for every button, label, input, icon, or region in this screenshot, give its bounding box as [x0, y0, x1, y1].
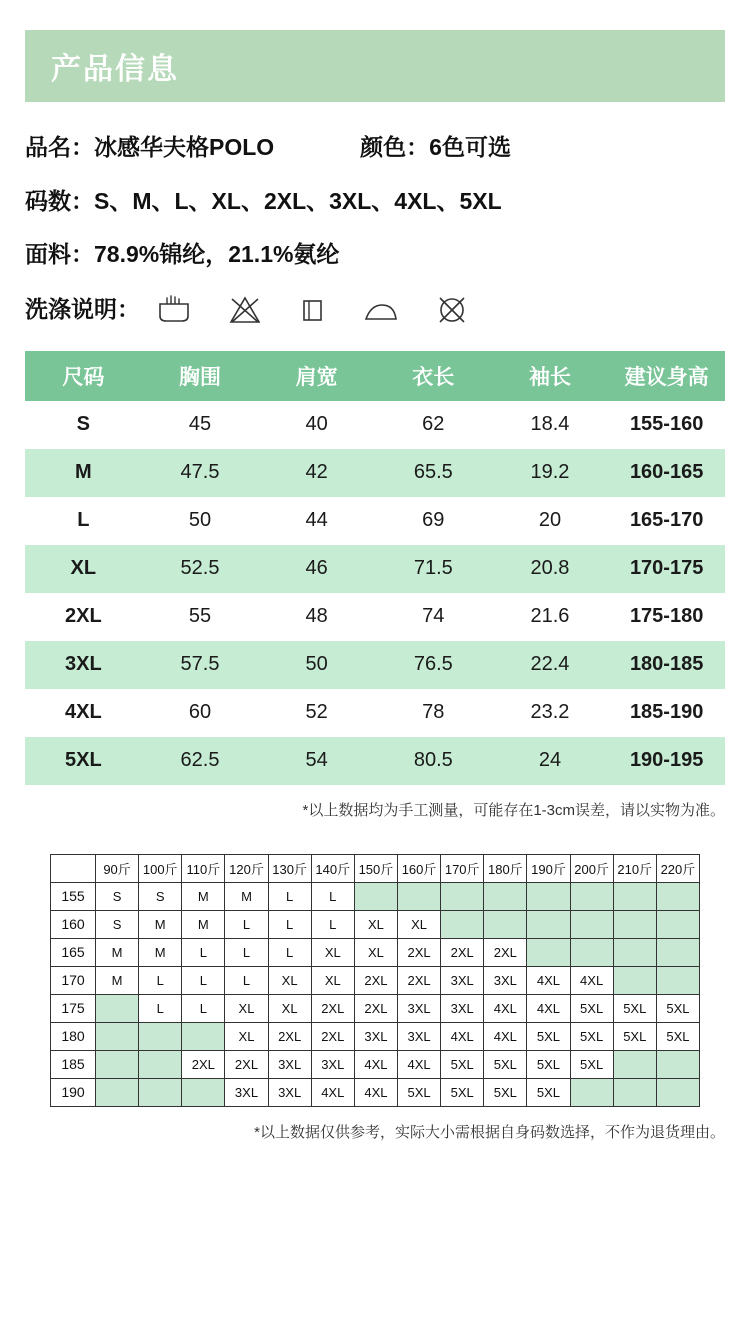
- size-table-cell: 20: [492, 497, 609, 545]
- recommendation-note: *以上数据仅供参考，实际大小需根据自身码数选择，不作为退货理由。: [254, 1123, 725, 1141]
- rec-table-cell: 4XL: [397, 1050, 440, 1078]
- rec-table-cell: 2XL: [484, 938, 527, 966]
- rec-table-cell: XL: [268, 994, 311, 1022]
- fabric-value: 78.9%锦纶，21.1%氨纶: [94, 241, 340, 268]
- rec-table-cell: M: [182, 910, 225, 938]
- rec-table-cell: [570, 938, 613, 966]
- rec-table-cell: 2XL: [225, 1050, 268, 1078]
- size-table-cell: 175-180: [608, 593, 725, 641]
- rec-table-cell: 3XL: [268, 1050, 311, 1078]
- rec-table-cell: [527, 882, 570, 910]
- size-table-cell: 42: [258, 449, 375, 497]
- rec-table-row-header: 180: [51, 1022, 96, 1050]
- page-title: 产品信息: [51, 53, 179, 86]
- rec-table-cell: [484, 910, 527, 938]
- size-table-cell: 170-175: [608, 545, 725, 593]
- size-table-cell: 65.5: [375, 449, 492, 497]
- size-table-cell: 62.5: [142, 737, 259, 785]
- rec-table-cell: [96, 1022, 139, 1050]
- rec-table-cell: [570, 1078, 613, 1106]
- table-row: [25, 737, 725, 785]
- table-row: [51, 994, 700, 1022]
- height-weight-size-table: [50, 854, 700, 1107]
- rec-table-cell: [656, 1078, 699, 1106]
- rec-table-cell: L: [139, 966, 182, 994]
- rec-table-cell: [613, 910, 656, 938]
- header-banner: [25, 30, 725, 102]
- rec-table-cell: M: [139, 910, 182, 938]
- rec-table-cell: 2XL: [311, 1022, 354, 1050]
- size-table-cell: 74: [375, 593, 492, 641]
- size-table-cell: 3XL: [25, 641, 142, 689]
- rec-table-cell: L: [225, 910, 268, 938]
- rec-table-cell: [139, 1022, 182, 1050]
- rec-table-col-header: 110斤: [182, 854, 225, 882]
- rec-table-cell: 2XL: [397, 938, 440, 966]
- size-table-cell: 190-195: [608, 737, 725, 785]
- size-table-cell: 46: [258, 545, 375, 593]
- rec-table-cell: 4XL: [484, 1022, 527, 1050]
- rec-table-cell: 2XL: [268, 1022, 311, 1050]
- rec-table-cell: 5XL: [397, 1078, 440, 1106]
- rec-table-cell: L: [182, 994, 225, 1022]
- rec-table-body: [51, 882, 700, 1106]
- rec-table-col-header: 180斤: [484, 854, 527, 882]
- rec-table-row-header: 190: [51, 1078, 96, 1106]
- size-table-col-2: 肩宽: [258, 351, 375, 401]
- rec-table-col-header: 200斤: [570, 854, 613, 882]
- size-table-col-1: 胸围: [142, 351, 259, 401]
- sizes-value: S、M、L、XL、2XL、3XL、4XL、5XL: [94, 187, 502, 214]
- rec-table-cell: L: [268, 938, 311, 966]
- size-table-cell: 60: [142, 689, 259, 737]
- size-table-cell: 76.5: [375, 641, 492, 689]
- rec-table-col-header: 140斤: [311, 854, 354, 882]
- rec-table-cell: 3XL: [311, 1050, 354, 1078]
- tumble-dry-icon: [298, 295, 326, 325]
- size-table-cell: 2XL: [25, 593, 142, 641]
- rec-table-cell: 2XL: [397, 966, 440, 994]
- info-row-fabric: [25, 241, 725, 269]
- rec-table-col-header: 100斤: [139, 854, 182, 882]
- table-row: [51, 1078, 700, 1106]
- table-row: [25, 689, 725, 737]
- size-table-cell: 24: [492, 737, 609, 785]
- rec-table-cell: L: [311, 910, 354, 938]
- rec-table-cell: 3XL: [441, 994, 484, 1022]
- table-row: [25, 593, 725, 641]
- rec-table-cell: 4XL: [441, 1022, 484, 1050]
- rec-table-cell: M: [182, 882, 225, 910]
- rec-table-col-header: 130斤: [268, 854, 311, 882]
- low-iron-icon: [362, 295, 400, 325]
- rec-table-cell: 3XL: [441, 966, 484, 994]
- rec-table-cell: L: [182, 938, 225, 966]
- rec-table-cell: [96, 1078, 139, 1106]
- rec-table-cell: [570, 910, 613, 938]
- rec-table-cell: M: [96, 966, 139, 994]
- size-table-cell: 22.4: [492, 641, 609, 689]
- size-table-cell: 62: [375, 401, 492, 449]
- no-dryclean-icon: [436, 295, 468, 325]
- rec-table-cell: 5XL: [570, 1050, 613, 1078]
- rec-table-cell: XL: [397, 910, 440, 938]
- rec-table-cell: L: [182, 966, 225, 994]
- rec-table-cell: L: [139, 994, 182, 1022]
- rec-table-col-header: 160斤: [397, 854, 440, 882]
- rec-table-cell: 5XL: [613, 994, 656, 1022]
- size-table-cell: 69: [375, 497, 492, 545]
- rec-table-cell: 4XL: [484, 994, 527, 1022]
- info-row-product: [25, 134, 725, 162]
- rec-table-col-header: 220斤: [656, 854, 699, 882]
- rec-table-col-header: 210斤: [613, 854, 656, 882]
- rec-table-cell: [656, 1050, 699, 1078]
- size-table-cell: 71.5: [375, 545, 492, 593]
- rec-table-cell: [397, 882, 440, 910]
- hand-wash-icon: [156, 295, 192, 325]
- rec-table-col-header: 150斤: [354, 854, 397, 882]
- rec-table-row-header: 165: [51, 938, 96, 966]
- size-table-cell: M: [25, 449, 142, 497]
- fabric-label: 面料：: [25, 241, 94, 268]
- rec-table-cell: 3XL: [397, 1022, 440, 1050]
- rec-table-cell: [96, 1050, 139, 1078]
- table-row: [51, 938, 700, 966]
- rec-table-cell: 5XL: [527, 1050, 570, 1078]
- table-row: [51, 910, 700, 938]
- table-row: [51, 882, 700, 910]
- product-info-page: [0, 30, 750, 1182]
- rec-table-corner: [51, 854, 96, 882]
- rec-table-cell: 3XL: [268, 1078, 311, 1106]
- size-table-cell: 48: [258, 593, 375, 641]
- rec-table-cell: [613, 966, 656, 994]
- product-info-block: [25, 102, 725, 325]
- size-table-cell: 155-160: [608, 401, 725, 449]
- size-table-cell: 40: [258, 401, 375, 449]
- rec-table-cell: [139, 1050, 182, 1078]
- rec-table-cell: 2XL: [354, 994, 397, 1022]
- rec-table-cell: M: [96, 938, 139, 966]
- rec-table-cell: [527, 910, 570, 938]
- size-table-cell: 185-190: [608, 689, 725, 737]
- rec-table-cell: [139, 1078, 182, 1106]
- rec-table-cell: L: [268, 910, 311, 938]
- table-row: [25, 545, 725, 593]
- rec-table-cell: [441, 882, 484, 910]
- size-table-header-row: [25, 351, 725, 401]
- size-table-cell: L: [25, 497, 142, 545]
- rec-table-cell: 5XL: [656, 1022, 699, 1050]
- rec-table-cell: 5XL: [484, 1050, 527, 1078]
- rec-table-cell: 5XL: [527, 1022, 570, 1050]
- rec-table-cell: [656, 910, 699, 938]
- rec-table-cell: [527, 938, 570, 966]
- wash-label: 洗涤说明：: [25, 295, 140, 322]
- rec-table-cell: 5XL: [613, 1022, 656, 1050]
- rec-table-cell: 2XL: [441, 938, 484, 966]
- rec-table-cell: [354, 882, 397, 910]
- rec-table-cell: [484, 882, 527, 910]
- size-table-cell: 44: [258, 497, 375, 545]
- rec-table-cell: [182, 1078, 225, 1106]
- rec-table-cell: 5XL: [484, 1078, 527, 1106]
- rec-table-cell: [656, 966, 699, 994]
- rec-table-col-header: 170斤: [441, 854, 484, 882]
- rec-table-cell: 2XL: [354, 966, 397, 994]
- sizes-label: 码数：: [25, 187, 94, 214]
- table-row: [25, 449, 725, 497]
- table-row: [51, 1050, 700, 1078]
- rec-table-cell: 5XL: [441, 1078, 484, 1106]
- size-table-cell: XL: [25, 545, 142, 593]
- rec-table-cell: [613, 938, 656, 966]
- rec-table-cell: [613, 882, 656, 910]
- rec-table-row-header: 155: [51, 882, 96, 910]
- rec-table-cell: 4XL: [527, 994, 570, 1022]
- size-table-cell: 21.6: [492, 593, 609, 641]
- size-measurement-table: [25, 351, 725, 785]
- rec-table-row-header: 160: [51, 910, 96, 938]
- size-table-cell: 160-165: [608, 449, 725, 497]
- size-table-note: *以上数据均为手工测量，可能存在1-3cm误差，请以实物为准。: [302, 801, 725, 819]
- size-table-cell: 18.4: [492, 401, 609, 449]
- size-table-cell: 5XL: [25, 737, 142, 785]
- size-table-cell: 19.2: [492, 449, 609, 497]
- table-row: [51, 1022, 700, 1050]
- size-table-col-0: 尺码: [25, 351, 142, 401]
- rec-table-cell: [613, 1078, 656, 1106]
- color-value: 6色可选: [429, 134, 511, 160]
- rec-table-cell: XL: [311, 966, 354, 994]
- rec-table-cell: 4XL: [570, 966, 613, 994]
- size-table-cell: 50: [142, 497, 259, 545]
- rec-table-cell: XL: [225, 994, 268, 1022]
- size-table-cell: 52: [258, 689, 375, 737]
- no-bleach-icon: [228, 295, 262, 325]
- rec-table-cell: S: [139, 882, 182, 910]
- rec-table-cell: S: [96, 882, 139, 910]
- rec-table-cell: 4XL: [311, 1078, 354, 1106]
- size-table-cell: 55: [142, 593, 259, 641]
- size-table-col-5: 建议身高: [608, 351, 725, 401]
- bottom-spacer: [0, 1142, 750, 1182]
- rec-table-cell: 5XL: [441, 1050, 484, 1078]
- table-row: [51, 966, 700, 994]
- rec-table-cell: 3XL: [484, 966, 527, 994]
- rec-table-row-header: 175: [51, 994, 96, 1022]
- size-table-cell: 20.8: [492, 545, 609, 593]
- rec-table-col-header: 190斤: [527, 854, 570, 882]
- rec-table-cell: 5XL: [656, 994, 699, 1022]
- rec-table-cell: S: [96, 910, 139, 938]
- recommendation-grid-wrap: [0, 854, 750, 1107]
- rec-table-cell: [96, 994, 139, 1022]
- rec-table-cell: 4XL: [527, 966, 570, 994]
- rec-table-cell: M: [139, 938, 182, 966]
- size-table-body: [25, 401, 725, 785]
- rec-table-cell: 5XL: [527, 1078, 570, 1106]
- rec-table-row-header: 185: [51, 1050, 96, 1078]
- table-row: [25, 401, 725, 449]
- rec-table-cell: [656, 882, 699, 910]
- rec-table-row-header: 170: [51, 966, 96, 994]
- rec-table-cell: 2XL: [311, 994, 354, 1022]
- rec-table-cell: XL: [225, 1022, 268, 1050]
- rec-table-cell: L: [225, 938, 268, 966]
- rec-table-cell: 4XL: [354, 1078, 397, 1106]
- size-table-cell: 45: [142, 401, 259, 449]
- rec-table-cell: XL: [354, 938, 397, 966]
- size-table-cell: 78: [375, 689, 492, 737]
- size-table-cell: 54: [258, 737, 375, 785]
- size-table-col-4: 袖长: [492, 351, 609, 401]
- size-table-cell: 80.5: [375, 737, 492, 785]
- size-table-cell: 4XL: [25, 689, 142, 737]
- rec-table-cell: [613, 1050, 656, 1078]
- size-table-cell: 50: [258, 641, 375, 689]
- rec-table-cell: 4XL: [354, 1050, 397, 1078]
- size-table-cell: 52.5: [142, 545, 259, 593]
- product-name-value: 冰感华夫格POLO: [94, 134, 275, 160]
- rec-table-cell: 2XL: [182, 1050, 225, 1078]
- info-row-wash: [25, 295, 725, 325]
- rec-table-col-header: 120斤: [225, 854, 268, 882]
- size-table-col-3: 衣长: [375, 351, 492, 401]
- size-table-cell: 57.5: [142, 641, 259, 689]
- rec-table-cell: 5XL: [570, 994, 613, 1022]
- rec-table-cell: [182, 1022, 225, 1050]
- rec-table-cell: [441, 910, 484, 938]
- rec-table-cell: 5XL: [570, 1022, 613, 1050]
- wash-icon-group: [156, 295, 468, 325]
- rec-table-cell: M: [225, 882, 268, 910]
- rec-table-cell: XL: [268, 966, 311, 994]
- rec-table-cell: 3XL: [397, 994, 440, 1022]
- info-row-sizes: [25, 188, 725, 216]
- table-row: [25, 497, 725, 545]
- rec-table-cell: L: [311, 882, 354, 910]
- size-table-cell: 180-185: [608, 641, 725, 689]
- rec-table-cell: L: [268, 882, 311, 910]
- rec-table-cell: XL: [354, 910, 397, 938]
- rec-table-col-header: 90斤: [96, 854, 139, 882]
- table-row: [25, 641, 725, 689]
- rec-table-cell: L: [225, 966, 268, 994]
- rec-table-header-row: [51, 854, 700, 882]
- rec-table-cell: 3XL: [225, 1078, 268, 1106]
- rec-table-cell: 3XL: [354, 1022, 397, 1050]
- size-table-cell: S: [25, 401, 142, 449]
- size-table-cell: 165-170: [608, 497, 725, 545]
- size-table-cell: 47.5: [142, 449, 259, 497]
- rec-table-cell: XL: [311, 938, 354, 966]
- product-name-label: 品名：: [25, 134, 94, 160]
- rec-table-cell: [570, 882, 613, 910]
- color-label: 颜色：: [360, 134, 430, 160]
- size-table-cell: 23.2: [492, 689, 609, 737]
- rec-table-cell: [656, 938, 699, 966]
